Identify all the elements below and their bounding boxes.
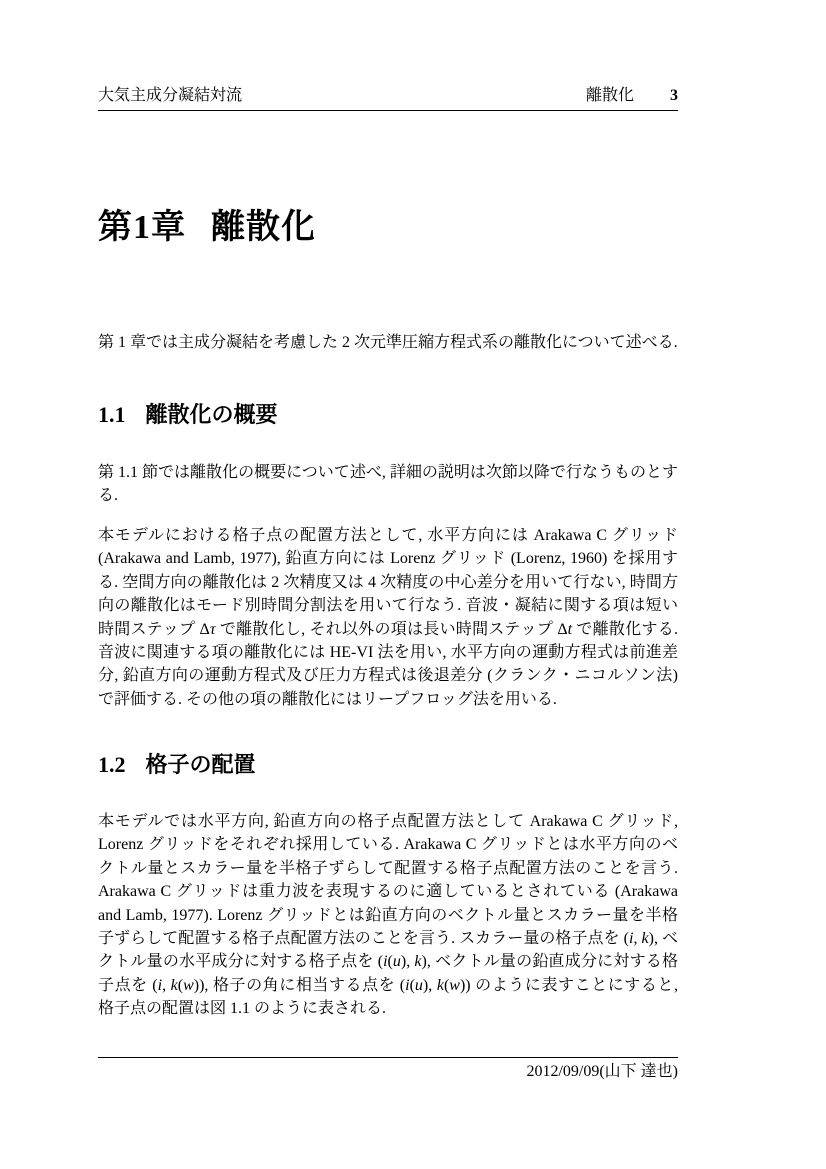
paragraph-section-1-2-detail: 本モデルでは水平方向, 鉛直方向の格子点配置方法として Arakawa C グリッド, Lorenz グリッドをそれぞれ採用している. Arakawa C グリッドとは水平方向のベクトル量とスカラー量を半格子ずらして配置する格子点配置方法のことを言う. Arakawa C グリッドは重力波を表現するのに適しているとされている (Arakawa and Lamb, 1977). Lorenz グリッドとは鉛直方向のベクトル量とスカラー量を半格子ずらして配置する格子点配置方法のことを言う. スカラー量の格子点を (i, k), ベクトル量の水平成分に対する格子点を (i(u), k), ベクトル量の鉛直成分に対する格子点を (i, k(w)), 格子の角に相当する点を (i(u), k(w)) のように表すことにすると, 格子点の配置は図 1.1 のように表される.	[98, 813, 678, 1018]
footer-rule	[98, 1057, 678, 1058]
section-heading-1-1	[98, 402, 678, 428]
header-chapter-title: 離散化	[585, 87, 634, 104]
header-page-number: 3	[670, 87, 678, 104]
chapter-label: 第1章	[98, 209, 186, 246]
paragraph-section-1-1-overview: 第 1.1 節では離散化の概要について述べ, 詳細の説明は次節以降で行なうものとする.	[98, 464, 678, 505]
chapter-title: 離散化	[211, 208, 316, 246]
page-header	[98, 86, 678, 111]
paragraph-chapter-intro: 第 1 章では主成分凝結を考慮した 2 次元準圧縮方程式系の離散化について述べる.	[98, 334, 678, 351]
section-1-1-number: 1.1	[98, 402, 126, 427]
section-1-2-title: 格子の配置	[145, 752, 256, 777]
section-1-2-number: 1.2	[98, 752, 126, 777]
header-document-title: 大気主成分凝結対流	[98, 87, 243, 104]
paragraph-section-1-1-detail: 本モデルにおける格子点の配置方法として, 水平方向には Arakawa C グリッド (Arakawa and Lamb, 1977), 鉛直方向には Lorenz グリッド (Lorenz, 1960) を採用する. 空間方向の離散化は 2 次精度又は 4 次精度の中心差分を用いて行ない, 時間方向の離散化はモード別時間分割法を用いて行なう. 音波・凝結に関する項は短い時間ステップ Δτ で離散化し, それ以外の項は長い時間ステップ Δt で離散化する. 音波に関連する項の離散化には HE-VI 法を用い, 水平方向の運動方程式は前進差分, 鉛直方向の運動方程式及び圧力方程式は後退差分 (クランク・ニコルソン法) で評価する. その他の項の離散化にはリープフロッグ法を用いる.	[98, 527, 678, 708]
section-heading-1-2	[98, 752, 678, 778]
section-1-1-title: 離散化の概要	[145, 402, 278, 427]
chapter-heading	[98, 206, 678, 249]
footer-date-author: 2012/09/09(山下 達也)	[526, 1063, 678, 1080]
header-right-group	[586, 86, 678, 106]
